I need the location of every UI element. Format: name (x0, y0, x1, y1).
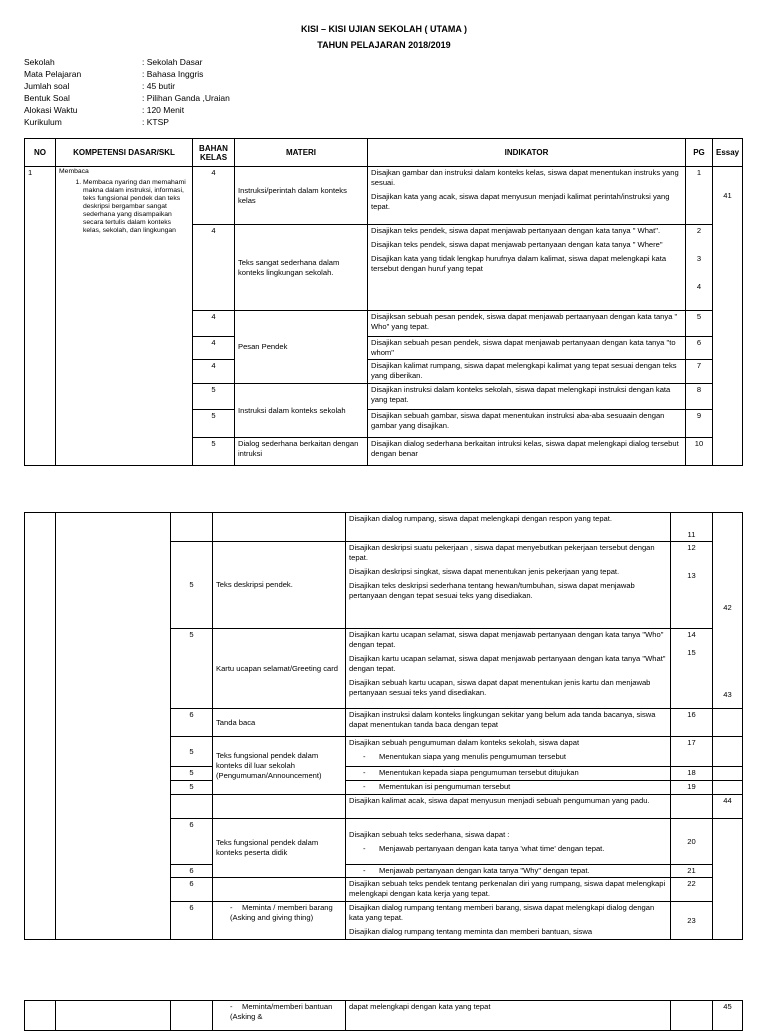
materi-cell: Instruksi dalam konteks sekolah (235, 384, 368, 438)
materi-cell: - Meminta/memberi bantuan (Asking & (213, 1001, 346, 1031)
kelas-cell: 4 (193, 337, 235, 360)
essay-cell: 41 (713, 167, 743, 225)
indikator-sub-text: Mementukan isi pengumuman tersebut (379, 782, 511, 791)
kelas-cell: 5 (193, 384, 235, 410)
kisi-table-page-1 (24, 138, 743, 466)
kelas-cell: 6 (171, 902, 213, 940)
pg-cell: 1 (686, 167, 713, 225)
pg-number: 3 (696, 254, 702, 263)
kelas-cell: 5 (171, 737, 213, 767)
indikator-cell: - Menentukan kepada siapa pengumuman tersebut ditujukan (346, 767, 671, 781)
table-header-row (25, 139, 743, 167)
pg-cell: 16 (671, 709, 713, 737)
essay-cell (713, 225, 743, 311)
indikator-text: Disajikan dialog rumpang tentang meminta dan memberi bantuan, siswa (349, 927, 593, 936)
meta-value: : 45 butir (142, 81, 176, 91)
essay-cell: 45 (713, 1001, 743, 1031)
indikator-text: Disajikan deskripsi suatu pekerjaan , siswa dapat menyebutkan pekerjaan tersebut dengan tepat. (349, 543, 655, 562)
indikator-text: Disajikan teks pendek, siswa dapat menjawab pertanyaan dengan kata tanya " Where" (371, 240, 663, 249)
kelas-cell (171, 795, 213, 819)
essay-cell (713, 819, 743, 865)
indikator-sub-item: - Menentukan siapa yang menulis pengumuman tersebut (363, 752, 567, 761)
header-kompetensi: KOMPETENSI DASAR/SKL (56, 139, 193, 167)
pg-cell: 17 (671, 737, 713, 767)
header-no: NO (25, 139, 56, 167)
materi-cell: Teks fungsional pendek dalam konteks peserta didik (213, 819, 346, 878)
meta-value: : Pilihan Ganda ,Uraian (142, 93, 230, 103)
meta-label: Sekolah (24, 57, 55, 67)
indikator-sub-text: Menjawab pertanyaan dengan kata tanya "Why" dengan tepat. (379, 866, 590, 875)
essay-cell (713, 337, 743, 360)
kelas-cell: 5 (193, 438, 235, 466)
meta-label: Jumlah soal (24, 81, 70, 91)
meta-label: Kurikulum (24, 117, 62, 127)
kompetensi-cell (56, 167, 193, 466)
meta-value: : Bahasa Inggris (142, 69, 204, 79)
essay-cell: 43 (713, 629, 743, 709)
kelas-cell: 5 (171, 542, 213, 629)
materi-cell: Teks deskripsi pendek. (213, 542, 346, 629)
kelas-cell: 5 (171, 629, 213, 709)
pg-number: 14 (687, 630, 696, 639)
indikator-sub-item: - Menjawab pertanyaan dengan kata tanya 'what time' dengan tepat. (363, 843, 605, 853)
meta-block (24, 56, 230, 128)
indikator-text: Disajkan gambar dan instruksi dalam konteks kelas, siswa dapat menentukan instruks yang sesuai. (371, 168, 679, 187)
pg-cell (671, 1001, 713, 1031)
document-title: KISI – KISI UJIAN SEKOLAH ( UTAMA ) (300, 24, 467, 34)
materi-cell: Teks sangat sederhana dalam konteks lingkungan sekolah. (235, 225, 368, 311)
essay-cell: 44 (713, 795, 743, 819)
indikator-cell: Disajikan sebuah teks pendek tentang perkenalan diri yang rumpang, siswa dapat melengkapi melengkapi dengan kata kerja yang tepat. (346, 878, 671, 902)
kelas-cell: 6 (171, 709, 213, 737)
indikator-cell: Disajikan kalimat rumpang, siswa dapat melengkapi kalimat yang tepat sesuai dengan teks yang diberikan. (368, 360, 686, 384)
pg-cell: 23 (671, 902, 713, 940)
meta-value: : 120 Menit (142, 105, 185, 115)
kelas-cell: 6 (171, 878, 213, 902)
materi-cell: Instruksi/perintah dalam konteks kelas (235, 167, 368, 225)
indikator-cell: Disajikan instruksi dalam konteks sekolah, siswa dapat melengkapi instruksi dengan kata yang tepat. (368, 384, 686, 410)
indikator-cell (346, 737, 671, 767)
materi-cell: Pesan Pendek (235, 311, 368, 384)
meta-value: : KTSP (142, 117, 169, 127)
essay-cell (713, 781, 743, 795)
header-pg: PG (686, 139, 713, 167)
indikator-cell (368, 167, 686, 225)
pg-number: 15 (687, 648, 696, 657)
pg-number: 13 (687, 571, 696, 580)
indikator-sub-text: Menjawab pertanyaan dengan kata tanya 'what time' dengan tepat. (379, 843, 605, 853)
indikator-text: Disajikan kartu ucapan selamat, siswa dapat menjawab pertanyaan dengan kata tanya "Who" dengan tepat. (349, 630, 664, 649)
materi-cell (213, 795, 346, 819)
kelas-cell: 4 (193, 167, 235, 225)
materi-cell: Kartu ucapan selamat/Greeting card (213, 629, 346, 709)
kelas-cell: 6 (171, 865, 213, 878)
kisi-table-page-2 (24, 512, 743, 940)
indikator-sub-text: Menentukan kepada siapa pengumuman tersebut ditujukan (379, 768, 579, 777)
indikator-cell (346, 629, 671, 709)
pg-cell: 8 (686, 384, 713, 410)
pg-cell: 5 (686, 311, 713, 337)
pg-cell: 7 (686, 360, 713, 384)
table-row (25, 513, 743, 542)
pg-cell: 9 (686, 410, 713, 438)
materi-cell: - Meminta / memberi barang (Asking and giving thing) (213, 902, 346, 940)
indikator-cell: Disajikan kalimat acak, siswa dapat menyusun menjadi sebuah pengumuman yang padu. (346, 795, 671, 819)
pg-cell: 19 (671, 781, 713, 795)
row-number (25, 1001, 56, 1031)
indikator-cell (346, 902, 671, 940)
row-number: 1 (25, 167, 56, 466)
kelas-cell: 6 (171, 819, 213, 865)
essay-cell (713, 902, 743, 940)
pg-cell: 20 (671, 819, 713, 865)
pg-cell: 6 (686, 337, 713, 360)
materi-cell: Teks fungsional pendek dalam konteks dil luar sekolah (Pengumuman/Announcement) (213, 737, 346, 795)
pg-cell (671, 795, 713, 819)
kelas-cell: 4 (193, 360, 235, 384)
header-essay: Essay (713, 139, 743, 167)
indikator-text: Disajikan teks pendek, siswa dapat menjawab pertanyaan dengan kata tanya " What". (371, 226, 661, 235)
essay-cell (713, 311, 743, 337)
pg-cell: 21 (671, 865, 713, 878)
essay-cell (713, 767, 743, 781)
pg-cell: 18 (671, 767, 713, 781)
pg-cell: 22 (671, 878, 713, 902)
indikator-text: Disajikan kata yang tidak lengkap hurufnya dalam kalimat, siswa dapat melengkapi kata tersebut dengan huruf yang tepat (371, 254, 667, 273)
pg-number: 4 (696, 282, 702, 291)
indikator-text: Disajikan teks deskripsi sederhana tentang hewan/tumbuhan, siswa dapat menjawab pertanyaan dengan tepat sesuai teks yang disediakan. (349, 581, 635, 600)
pg-cell (671, 542, 713, 629)
indikator-cell: Disajikan dialog rumpang, siswa dapat melengkapi dengan respon yang tepat. (346, 513, 671, 542)
kompetensi-cell (56, 513, 171, 940)
materi-sub-text: Meminta/memberi bantuan (Asking & (230, 1002, 333, 1021)
header-bahan-kelas: BAHAN KELAS (193, 139, 235, 167)
indikator-cell: Disajikan instruksi dalam konteks lingkungan sekitar yang belum ada tanda bacanya, siswa dapat menentukan tanda baca dengan tepat (346, 709, 671, 737)
indikator-cell: Disajikan dialog sederhana berkaitan intruksi kelas, siswa dapat melengkapi dialog tersebut dengan benar (368, 438, 686, 466)
indikator-cell (346, 819, 671, 865)
essay-cell: 42 (713, 542, 743, 629)
indikator-cell: dapat melengkapi dengan kata yang tepat (346, 1001, 671, 1031)
document-subtitle: TAHUN PELAJARAN 2018/2019 (317, 40, 451, 50)
kompetensi-title: Membaca (59, 168, 89, 175)
pg-cell (686, 225, 713, 311)
indikator-cell: Disajiksan sebuah pesan pendek, siswa dapat menjawab pertaanyaan dengan kata tanya " Who" yang tepat. (368, 311, 686, 337)
indikator-cell: Disajikan sebuah gambar, siswa dapat menentukan instruksi aba-aba sesuaain dengan gambar yang disajikan. (368, 410, 686, 438)
essay-cell (713, 384, 743, 410)
kelas-cell: 4 (193, 311, 235, 337)
meta-label: Alokasi Waktu (24, 105, 78, 115)
kelas-cell: 5 (171, 767, 213, 781)
pg-cell: 11 (671, 513, 713, 542)
kompetensi-item: 1. Membaca nyaring dan memahami makna dalam instruksi, informasi, teks fungsional pendek dan teks deskripsi bergambar sangat sederhana yang disampaikan secara tertulis dalam konteks kelas, sekolah, dan lingkungan (83, 179, 189, 235)
table-row (25, 1001, 743, 1031)
materi-cell: Tanda baca (213, 709, 346, 737)
pg-cell (671, 629, 713, 709)
essay-cell (713, 878, 743, 902)
kisi-table-page-3 (24, 1000, 743, 1031)
indikator-text: Disajikan deskripsi singkat, siswa dapat menentukan jenis pekerjaan yang tepat. (349, 567, 620, 576)
essay-cell (713, 513, 743, 542)
kelas-cell (171, 513, 213, 542)
indikator-text: Disajikan kartu ucapan selamat, siswa dapat menjawab pertanyaan dengan kata tanya "What" dengan tepat. (349, 654, 666, 673)
pg-number: 2 (696, 226, 702, 235)
essay-cell (713, 737, 743, 767)
kelas-cell: 4 (193, 225, 235, 311)
materi-cell (213, 878, 346, 902)
meta-label: Mata Pelajaran (24, 69, 82, 79)
indikator-text: Disajikan sebuah teks sederhana, siswa dapat : (349, 829, 510, 839)
materi-sub-text: Meminta / memberi barang (Asking and giving thing) (230, 903, 333, 922)
indikator-text: Disajikan dialog rumpang tentang memberi barang, siswa dapat melengkapi dialog dengan kata yang tepat. (349, 903, 655, 922)
table-row (25, 167, 743, 225)
header-indikator: INDIKATOR (368, 139, 686, 167)
materi-cell: Dialog sederhana berkaitan dengan intruksi (235, 438, 368, 466)
indikator-sub-text: Menentukan siapa yang menulis pengumuman tersebut (379, 752, 567, 761)
materi-cell (213, 513, 346, 542)
essay-cell (713, 438, 743, 466)
meta-label: Bentuk Soal (24, 93, 70, 103)
kelas-cell: 5 (171, 781, 213, 795)
pg-number: 12 (687, 543, 696, 552)
pg-cell: 10 (686, 438, 713, 466)
indikator-cell: - Mementukan isi pengumuman tersebut (346, 781, 671, 795)
indikator-text: Disajikan sebuah pengumuman dalam konteks sekolah, siswa dapat (349, 738, 580, 747)
kelas-cell: 5 (193, 410, 235, 438)
essay-cell (713, 360, 743, 384)
indikator-cell (346, 542, 671, 629)
kompetensi-cell (56, 1001, 171, 1031)
indikator-cell: - Menjawab pertanyaan dengan kata tanya "Why" dengan tepat. (346, 865, 671, 878)
row-number (25, 513, 56, 940)
kelas-cell (171, 1001, 213, 1031)
essay-cell (713, 709, 743, 737)
meta-value: : Sekolah Dasar (142, 57, 203, 67)
essay-cell (713, 865, 743, 878)
essay-cell (713, 410, 743, 438)
indikator-cell: Disajikan sebuah pesan pendek, siswa dapat menjawab pertanyaan dengan kata tanya "to whom" (368, 337, 686, 360)
header-materi: MATERI (235, 139, 368, 167)
indikator-cell (368, 225, 686, 311)
indikator-text: Disajikan kata yang acak, siswa dapat menyusun menjadi kalimat perintah/instruksi yang tepat. (371, 192, 670, 211)
indikator-text: Disajikan sebuah kartu ucapan, siswa dapat dapat menentukan jenis kartu dan menjawab pertanyaan sesuai teks yand disediakan. (349, 678, 651, 697)
